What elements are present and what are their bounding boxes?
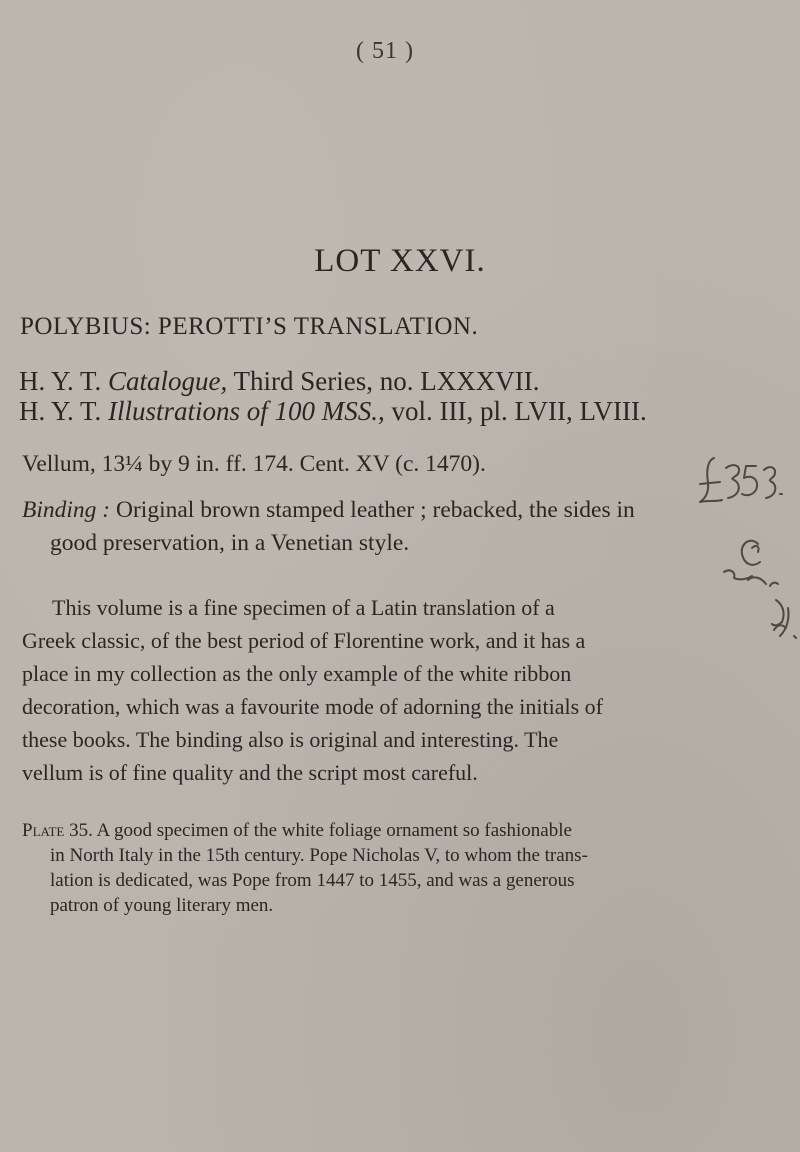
- illustrations-reference-prefix: H. Y. T.: [19, 396, 102, 426]
- binding-description-line-1: [22, 497, 635, 524]
- plate-caption-line-4: patron of young literary men.: [50, 895, 274, 916]
- paragraph-line: This volume is a fine specimen of a Latin translation of a: [52, 595, 555, 620]
- binding-label: Binding :: [22, 497, 111, 523]
- page-number: ( 51 ): [356, 38, 414, 64]
- illustrations-reference: [19, 396, 647, 427]
- handwritten-price-mark: [690, 440, 800, 670]
- binding-text: Original brown stamped leather ; rebacked, the sides in: [116, 497, 635, 523]
- binding-description-line-2: good preservation, in a Venetian style.: [50, 530, 410, 556]
- vellum-description: Vellum, 13¼ by 9 in. ff. 174. Cent. XV (c. 1470).: [22, 451, 486, 477]
- lot-heading: POLYBIUS: PEROTTI’S TRANSLATION.: [20, 313, 479, 340]
- catalogue-reference: [19, 366, 539, 397]
- plate-caption-text: 35. A good specimen of the white foliage ornament so fashionable: [64, 820, 572, 841]
- catalogue-reference-suffix: Third Series, no. LXXXVII.: [233, 366, 540, 396]
- paragraph-line: vellum is of fine quality and the script most careful.: [22, 760, 478, 785]
- plate-caption-line-2: in North Italy in the 15th century. Pope Nicholas V, to whom the trans-: [50, 845, 588, 866]
- handwritten-annotation: [690, 440, 800, 670]
- paragraph-line: decoration, which was a favourite mode of adorning the initials of: [22, 694, 603, 719]
- catalogue-reference-title: Catalogue,: [108, 366, 228, 396]
- paragraph-line: these books. The binding also is original and interesting. The: [22, 727, 559, 752]
- paragraph-line: Greek classic, of the best period of Florentine work, and it has a: [22, 628, 586, 653]
- catalogue-reference-prefix: H. Y. T.: [19, 366, 102, 396]
- plate-label: Plate: [22, 820, 65, 841]
- plate-caption-line-1: [22, 820, 572, 842]
- illustrations-reference-suffix: vol. III, pl. LVII, LVIII.: [391, 396, 647, 426]
- plate-caption-line-3: lation is dedicated, was Pope from 1447 to 1455, and was a generous: [50, 870, 575, 891]
- illustrations-reference-title: Illustrations of 100 MSS.,: [108, 396, 385, 426]
- paragraph-line: place in my collection as the only example of the white ribbon: [22, 661, 572, 686]
- lot-title: LOT XXVI.: [314, 243, 486, 279]
